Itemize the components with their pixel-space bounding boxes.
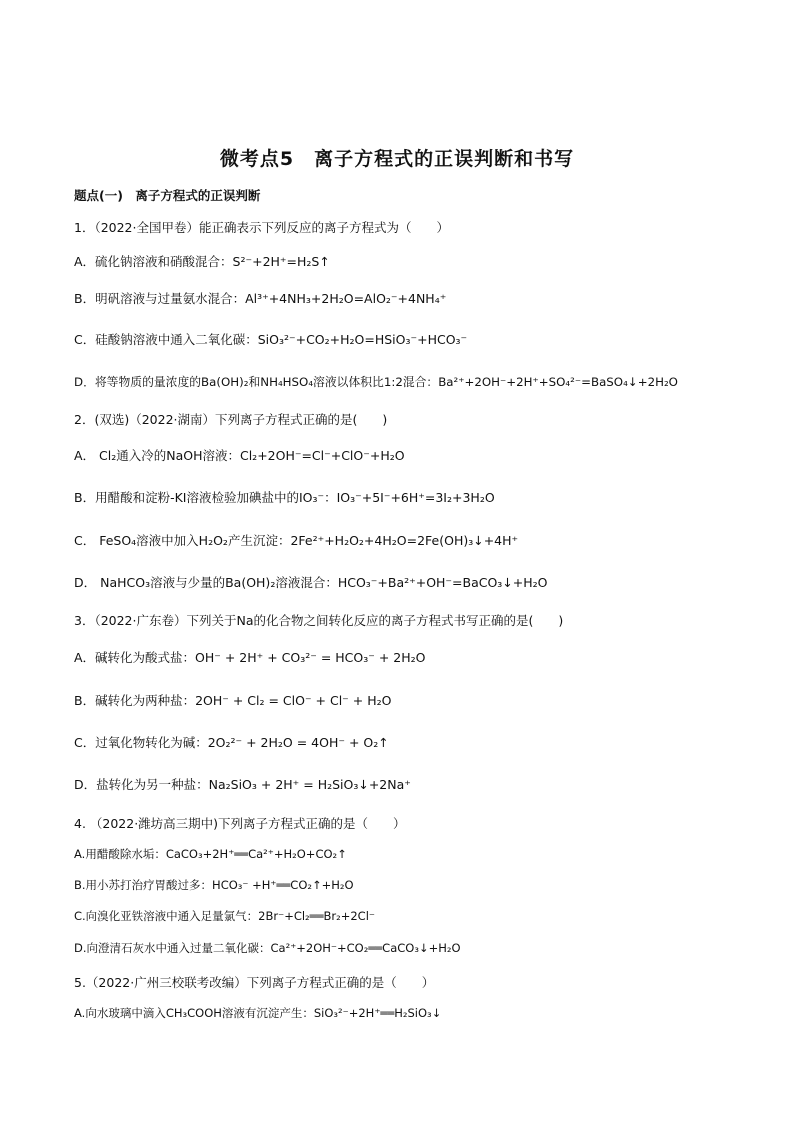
section-heading: 题点(一) 离子方程式的正误判断 xyxy=(74,188,261,203)
q5-option-a: A.向水玻璃中滴入CH₃COOH溶液有沉淀产生：SiO₃²⁻+2H⁺══H₂SiO₃↓ xyxy=(74,1006,442,1020)
q3-option-a: A．碱转化为酸式盐：OH⁻ + 2H⁺ + CO₃²⁻ = HCO₃⁻ + 2H₂O xyxy=(74,650,426,665)
q4-option-d: D.向澄清石灰水中通入过量二氧化碳：Ca²⁺+2OH⁻+CO₂══CaCO₃↓+H₂O xyxy=(74,941,461,955)
question-2: 2．(双选)（2022·湖南）下列离子方程式正确的是( ) xyxy=(74,412,388,427)
question-5: 5.（2022·广州三校联考改编）下列离子方程式正确的是（ ） xyxy=(74,975,435,990)
question-1: 1．（2022·全国甲卷）能正确表示下列反应的离子方程式为（ ） xyxy=(74,220,449,235)
q3-option-b: B．碱转化为两种盐：2OH⁻ + Cl₂ = ClO⁻ + Cl⁻ + H₂O xyxy=(74,693,392,708)
q4-option-a: A.用醋酸除水垢：CaCO₃+2H⁺══Ca²⁺+H₂O+CO₂↑ xyxy=(74,847,347,861)
q4-option-c: C.向溴化亚铁溶液中通入足量氯气：2Br⁻+Cl₂══Br₂+2Cl⁻ xyxy=(74,909,375,923)
q2-option-b: B．用醋酸和淀粉-KI溶液检验加碘盐中的IO₃⁻：IO₃⁻+5I⁻+6H⁺=3I₂+3H₂O xyxy=(74,490,495,505)
q2-option-d: D． NaHCO₃溶液与少量的Ba(OH)₂溶液混合：HCO₃⁻+Ba²⁺+OH⁻=BaCO₃↓+H₂O xyxy=(74,575,548,590)
q2-option-c: C． FeSO₄溶液中加入H₂O₂产生沉淀：2Fe²⁺+H₂O₂+4H₂O=2Fe(OH)₃↓+4H⁺ xyxy=(74,533,519,548)
q1-option-c: C．硅酸钠溶液中通入二氧化碳：SiO₃²⁻+CO₂+H₂O=HSiO₃⁻+HCO₃⁻ xyxy=(74,332,468,347)
q1-option-a: A．硫化钠溶液和硝酸混合：S²⁻+2H⁺=H₂S↑ xyxy=(74,254,330,269)
q1-option-b: B．明矾溶液与过量氨水混合：Al³⁺+4NH₃+2H₂O=AlO₂⁻+4NH₄⁺ xyxy=(74,291,447,306)
q3-option-d: D．盐转化为另一种盐：Na₂SiO₃ + 2H⁺ = H₂SiO₃↓+2Na⁺ xyxy=(74,777,411,792)
question-3: 3．（2022·广东卷）下列关于Na的化合物之间转化反应的离子方程式书写正确的是( ) xyxy=(74,613,564,628)
q3-option-c: C．过氧化物转化为碱：2O₂²⁻ + 2H₂O = 4OH⁻ + O₂↑ xyxy=(74,735,389,750)
question-4: 4. （2022·潍坊高三期中)下列离子方程式正确的是（ ） xyxy=(74,816,406,831)
q1-option-d: D．将等物质的量浓度的Ba(OH)₂和NH₄HSO₄溶液以体积比1:2混合：Ba²⁺+2OH⁻+2H⁺+SO₄²⁻=BaSO₄↓+2H₂O xyxy=(74,375,678,389)
q4-option-b: B.用小苏打治疗胃酸过多：HCO₃⁻ +H⁺══CO₂↑+H₂O xyxy=(74,878,354,892)
page-title: 微考点5 离子方程式的正误判断和书写 xyxy=(219,148,575,170)
q2-option-a: A． Cl₂通入冷的NaOH溶液：Cl₂+2OH⁻=Cl⁻+ClO⁻+H₂O xyxy=(74,448,405,463)
